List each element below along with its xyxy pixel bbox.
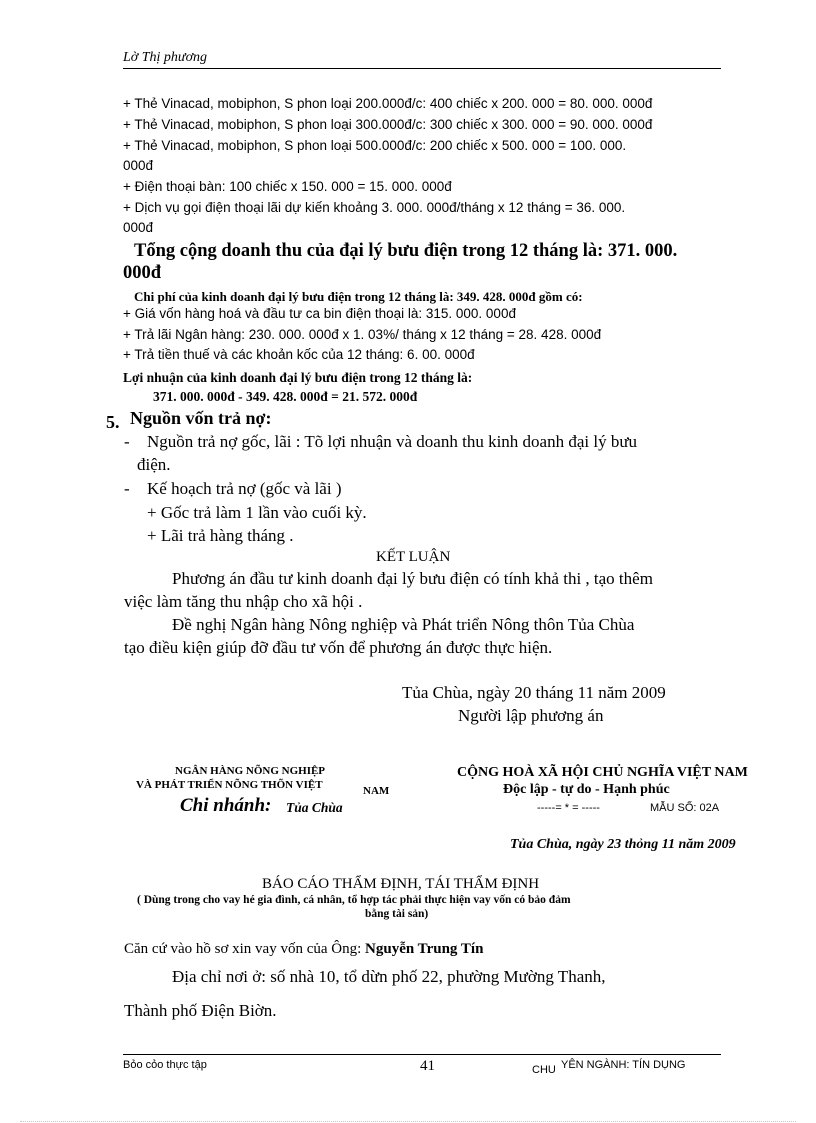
footer-right: YÊN NGÀNH: TÍN DỤNG: [561, 1059, 686, 1071]
branch-label: Chi nhánh:: [180, 795, 272, 816]
total-revenue-line-cont: 000đ: [123, 263, 162, 283]
profit-value: 371. 000. 000đ - 349. 428. 000đ = 21. 572. 000đ: [153, 389, 418, 404]
funding-source-line: Nguồn trả nợ gốc, lãi : Tõ lợi nhuận và doanh thu kinh doanh đại lý bưu: [147, 432, 638, 451]
conclusion-title: KẾT LUẬN: [376, 549, 451, 565]
revenue-item: + Thẻ Vinacad, mobiphon, S phon loại 200.000đ/c: 400 chiếc x 200. 000 = 80. 000. 000đ: [123, 96, 653, 111]
cost-item: + Trả lãi Ngân hàng: 230. 000. 000đ x 1. 03%/ tháng x 12 tháng = 28. 428. 000đ: [123, 327, 602, 342]
cost-item: + Giá vốn hàng hoá và đầu tư ca bin điện thoại là: 315. 000. 000đ: [123, 306, 516, 321]
bank-name: NGÂN HÀNG NÕNG NGHIỆP: [175, 765, 326, 777]
revenue-item-cont: 000đ: [123, 158, 154, 173]
revenue-item-cont: 000đ: [123, 220, 154, 235]
funding-source-line-cont: điện.: [137, 455, 171, 474]
conclusion-request: Đề nghị Ngân hàng Nông nghiệp và Phát triển Nông thôn Tủa Chùa: [172, 615, 635, 634]
repayment-principal: + Gốc trả làm 1 lần vào cuối kỳ.: [147, 503, 367, 522]
report-title: BÁO CÁO THẨM ĐỊNH, TÁI THẨM ĐỊNH: [262, 876, 540, 892]
page-number: 41: [420, 1058, 435, 1074]
running-header-author: Lờ Thị phương: [123, 50, 208, 65]
bank-name-cont: VÀ PHÁT TRIỂN NÕNG THÕN VIỆT: [136, 779, 323, 791]
section-number: 5.: [106, 412, 120, 432]
loan-basis: [124, 941, 483, 958]
costs-heading: Chi phí của kinh doanh đại lý bưu điện trong 12 tháng là: 349. 428. 000đ gồm có:: [134, 289, 583, 304]
republic-motto: Độc lập - tự do - Hạnh phúc: [503, 782, 670, 797]
footer-left: Bỏo cỏo thực tập: [123, 1059, 207, 1071]
conclusion-paragraph: Phương án đầu tư kinh doanh đại lý bưu điện có tính khả thi , tạo thêm: [172, 569, 653, 588]
republic-divider: -----= * = -----: [537, 802, 600, 814]
loan-basis-label: Căn cứ vào hồ sơ xin vay vốn của Ông:: [124, 941, 362, 957]
cost-item: + Trả tiền thuế và các khoản kốc của 12 tháng: 6. 00. 000đ: [123, 347, 475, 362]
bullet-dash-icon: -: [124, 432, 130, 451]
header-rule: [123, 68, 721, 69]
revenue-item: + Điện thoại bàn: 100 chiếc x 150. 000 = 15. 000. 000đ: [123, 179, 452, 194]
branch-name: Tủa Chùa: [286, 800, 343, 815]
footer-right-prefix: CHU: [532, 1064, 556, 1076]
conclusion-paragraph-cont: việc làm tăng thu nhập cho xã hội .: [124, 592, 363, 611]
revenue-item: + Dịch vụ gọi điện thoại lãi dự kiến khoảng 3. 000. 000đ/tháng x 12 tháng = 36. 000.: [123, 200, 626, 215]
report-subtitle: ( Dùng trong cho vay hé gia đình, cá nhân, tổ hợp tác phải thực hiện vay vốn có bảo đảm: [137, 894, 571, 906]
borrower-name: Nguyễn Trung Tín: [365, 941, 484, 957]
form-code: MẪU SỐ: 02A: [650, 802, 720, 814]
report-subtitle-cont: bằng tài sản): [365, 908, 429, 920]
repayment-plan: Kế hoạch trả nợ (gốc và lãi ): [147, 479, 342, 498]
report-date: Tủa Chùa, ngày 23 thỏng 11 năm 2009: [510, 837, 736, 852]
total-revenue-line: Tổng cộng doanh thu của đại lý bưu điện trong 12 tháng là: 371. 000.: [134, 241, 678, 261]
bank-name-tail: NAM: [363, 785, 390, 797]
profit-heading: Lợi nhuận của kinh doanh đại lý bưu điện trong 12 tháng là:: [123, 370, 473, 385]
signature-place-date: Tủa Chùa, ngày 20 tháng 11 năm 2009: [402, 683, 666, 702]
signature-person: Người lập phương án: [458, 706, 604, 725]
bullet-dash-icon: -: [124, 479, 130, 498]
republic-title: CỘNG HOÀ XÃ HỘI CHỦ NGHĨA VIỆT NAM: [457, 765, 748, 780]
borrower-address: Địa chỉ nơi ở: số nhà 10, tổ dừn phố 22, phường Mường Thanh,: [172, 967, 606, 986]
conclusion-request-cont: tạo điều kiện giúp đỡ đầu tư vốn để phương án được thực hiện.: [124, 638, 553, 657]
revenue-item: + Thẻ Vinacad, mobiphon, S phon loại 300.000đ/c: 300 chiếc x 300. 000 = 90. 000. 000đ: [123, 117, 653, 132]
revenue-item: + Thẻ Vinacad, mobiphon, S phon loại 500.000đ/c: 200 chiếc x 500. 000 = 100. 000.: [123, 138, 627, 153]
borrower-address-cont: Thành phố Điện Biờn.: [124, 1001, 277, 1020]
page-bottom-border: [20, 1121, 796, 1122]
repayment-interest: + Lãi trả hàng tháng .: [147, 526, 294, 545]
section-title: Nguồn vốn trả nợ:: [130, 408, 272, 428]
footer-rule: [123, 1054, 721, 1055]
